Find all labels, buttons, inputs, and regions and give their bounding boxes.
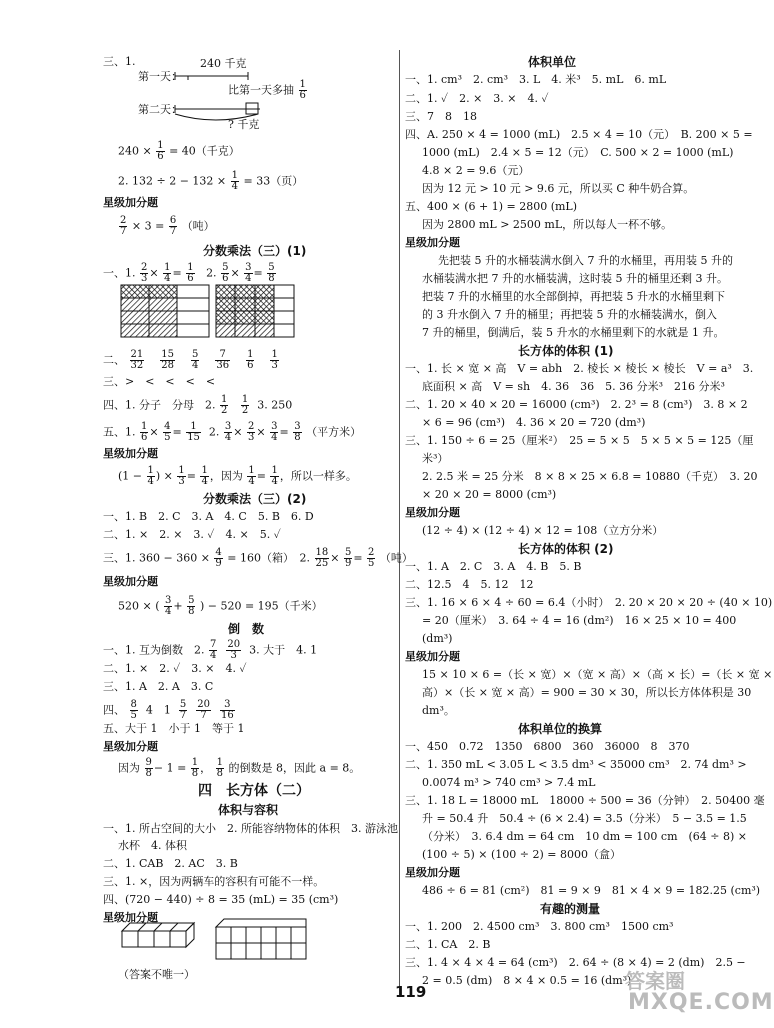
section-title-cuboid-volume-1: 长方体的体积 (1)	[518, 344, 614, 358]
reciprocal-q3: 三、1. A 2. A 3. C	[103, 680, 214, 693]
cuboid-vol1-line-5: 三、1. 150 ÷ 6 = 25（厘米²） 25 = 5 × 5 5 × 5 × 5 = 125（厘	[405, 434, 754, 447]
calc-1: 240 × $\frac{1}{6}$ = 40（千克）	[118, 140, 240, 162]
bonus-8-line-2: 高）×（长 × 宽 × 高）= 900 = 30 × 30，所以长方体体积是 30	[422, 686, 752, 699]
volume-capacity-q4: 四、(720 − 440) ÷ 8 = 35 (mL) = 35 (cm³)	[103, 893, 339, 906]
volume-capacity-q1b: 水杯 4. 体积	[118, 839, 187, 852]
bonus-8-line-1: 15 × 10 × 6 =（长 × 宽）×（宽 × 高）×（高 × 长）=（长 × 宽 ×	[422, 668, 773, 681]
unit-4-title: 四 长方体（二）	[198, 783, 310, 799]
volume-capacity-q1a: 一、1. 所占空间的大小 2. 所能容纳物体的体积 3. 游泳池	[103, 822, 398, 835]
conversion-line-4: 三、1. 18 L = 18000 mL 18000 ÷ 500 = 36（分钟） 2. 50400 毫	[405, 794, 765, 807]
reciprocal-q4: 四、 $\frac{8}{5}$ 4 1 $\frac{5}{7}$ $\frac{20}{7}$ $\frac{3}{16}$	[103, 699, 234, 721]
bonus-heading-5: 星级加分题	[103, 911, 158, 924]
cuboid-vol2-line-1: 一、1. A 2. C 3. A 4. B 5. B	[405, 560, 582, 573]
bonus-heading-7: 星级加分题	[405, 506, 460, 519]
conversion-line-5: 升 = 50.4 升 50.4 ÷ (6 × 2.4) = 3.5（分米） 5 − 3.5 = 1.5	[422, 812, 747, 825]
volume-units-q1: 一、1. cm³ 2. cm³ 3. L 4. 米³ 5. mL 6. mL	[405, 73, 667, 86]
bonus-answer-4: 因为 $\frac{9}{8}$ − 1 = $\frac{1}{8}$ ， $\frac{1}{8}$ 的倒数是 8，因此 a = 8。	[118, 757, 361, 779]
section-title-volume-capacity: 体积与容积	[218, 803, 279, 817]
conversion-line-3: 0.0074 m³ > 740 cm³ > 7.4 mL	[422, 776, 596, 789]
reciprocal-q5: 五、大于 1 小于 1 等于 1	[103, 722, 245, 735]
volume-units-q4c: 4.8 × 2 = 9.6（元）	[422, 164, 530, 177]
bonus-answer-2: (1 − $\frac{1}{4}$ ) × $\frac{1}{3}$ = $\frac{1}{4}$ ，因为 $\frac{1}{4}$ = $\frac{1}{4}$ ，所以一样多。	[118, 465, 357, 487]
cuboid-vol2-line-5: (dm³)	[422, 632, 453, 645]
bonus-heading-1: 星级加分题	[103, 196, 158, 209]
volume-capacity-q2: 二、1. CAB 2. AC 3. B	[103, 857, 238, 870]
volume-capacity-q3: 三、1. ×，因为两辆车的容积有可能不一样。	[103, 875, 325, 888]
bonus-heading-6: 星级加分题	[405, 236, 460, 249]
section-title-unit-conversion: 体积单位的换算	[518, 722, 603, 736]
fraction-mult-q2: 二、 $\frac{21}{32}$ $\frac{15}{28}$ $\frac{5}{4}$ $\frac{7}{36}$ $\frac{1}{6}$ $\frac{1}{3}$	[103, 349, 278, 371]
bonus-6-line-1: 先把装 5 升的水桶装满水倒入 7 升的水桶里，再用装 5 升的	[438, 254, 733, 267]
volume-units-q3: 三、7 8 18	[405, 110, 477, 123]
volume-units-q5b: 因为 2800 mL > 2500 mL，所以每人一杯不够。	[422, 218, 673, 231]
bar-top-label: 240 千克	[200, 57, 247, 70]
calc-2: 2. 132 ÷ 2 − 132 × $\frac{1}{4}$ = 33（页）	[118, 170, 304, 192]
cuboid-vol2-line-4: = 20（厘米） 3. 64 ÷ 4 = 16 (dm²) 16 × 25 × 10 = 400	[422, 614, 737, 627]
frac-1-6: $\frac{1}{6}$	[299, 79, 306, 101]
fraction-mult2-q2: 二、1. × 2. × 3. ✓ 4. × 5. ✓	[103, 528, 281, 541]
fraction-mult-q4: 四、1. 分子 分母 2. $\frac{1}{2}$ $\frac{1}{2}$ 3. 250	[103, 394, 293, 416]
section-title-cuboid-volume-2: 长方体的体积 (2)	[518, 542, 614, 556]
fraction-mult-q5: 五、1. $\frac{1}{6}$ × $\frac{4}{5}$ = $\frac{1}{15}$ 2. $\frac{3}{4}$ × $\frac{2}{3}$ × $\frac{3}{4}$ = $\frac{3}{8}$ （平方米）	[103, 421, 362, 443]
section-title-fraction-mult-3-1: 分数乘法（三）(1)	[203, 244, 307, 258]
hatched-grid-2	[215, 284, 295, 338]
fraction-mult-q1: 一、1. $\frac{2}{3}$ × $\frac{1}{4}$ = $\frac{1}{6}$ 2. $\frac{5}{6}$ × $\frac{3}{4}$ = $\frac{5}{8}$	[103, 262, 275, 284]
more-than-label: 比第一天多抽 $\frac{1}{6}$	[228, 79, 306, 101]
bonus-6-line-2: 水桶装满水把 7 升的水桶装满，这时装 5 升的桶里还剩 3 升。	[422, 272, 728, 285]
watermark-logo-text: 答案圈	[625, 969, 685, 993]
volume-units-q4d: 因为 12 元 > 10 元 > 9.6 元，所以买 C 种牛奶合算。	[422, 182, 695, 195]
section-title-volume-units: 体积单位	[528, 55, 577, 69]
conversion-line-6: （分米） 3. 6.4 dm = 64 cm 10 dm = 100 cm (64 ÷ 8) ×	[422, 830, 748, 843]
bonus-answer-3: 520 × ( $\frac{3}{4}$ + $\frac{5}{8}$ ) − 520 = 195（千米）	[118, 595, 323, 617]
answer-not-unique-note: （答案不唯一）	[118, 968, 195, 981]
section-title-fun-measurement: 有趣的测量	[540, 902, 601, 916]
reciprocal-q2: 二、1. × 2. ✓ 3. × 4. ✓	[103, 662, 247, 675]
volume-units-q4b: 1000 (mL) 2.4 × 5 = 12（元） C. 500 × 2 = 1000 (mL)	[422, 146, 734, 159]
measurement-line-3: 三、1. 4 × 4 × 4 = 64 (cm³) 2. 64 ÷ (8 × 4) = 2 (dm) 2.5 −	[405, 956, 746, 969]
fraction-mult2-q1: 一、1. B 2. C 3. A 4. C 5. B 6. D	[103, 510, 314, 523]
conversion-line-2: 二、1. 350 mL < 3.05 L < 3.5 dm³ < 35000 cm³ 2. 74 dm³ >	[405, 758, 747, 771]
cuboid-vol1-line-4: × 6 = 96 (cm³) 4. 36 × 20 = 720 (dm³)	[422, 416, 646, 429]
bonus-9-line: 486 ÷ 6 = 81 (cm²) 81 = 9 × 9 81 × 4 × 9 = 182.25 (cm³)	[422, 884, 761, 897]
bonus-answer-1: $\frac{2}{7}$ × 3 = $\frac{6}{7}$ （吨）	[120, 215, 215, 237]
cuboid-vol1-line-6: 米³）	[422, 452, 449, 465]
fraction-mult2-q3: 三、1. 360 − 360 × $\frac{4}{9}$ = 160（箱） 2. $\frac{18}{25}$ × $\frac{5}{9}$ = $\frac{2}{5}$ （吨）	[103, 547, 413, 569]
bonus-7-line: (12 ÷ 4) × (12 ÷ 4) × 12 = 108（立方分米）	[422, 524, 664, 537]
cuboid-vol2-line-2: 二、12.5 4 5. 12 12	[405, 578, 534, 591]
hatched-grid-1	[120, 284, 210, 338]
section-title-reciprocal: 倒 数	[228, 622, 265, 636]
bonus-6-line-3: 把装 7 升的水桶里的水全部倒掉，再把装 5 升水的水桶里剩下	[422, 290, 725, 303]
cuboid-vol1-line-3: 二、1. 20 × 40 × 20 = 16000 (cm³) 2. 2³ = 8 (cm³) 3. 8 × 2	[405, 398, 748, 411]
bonus-heading-4: 星级加分题	[103, 740, 158, 753]
cuboid-vol2-line-3: 三、1. 16 × 6 × 4 ÷ 60 = 6.4（小时） 2. 20 × 20 × 20 ÷ (40 × 10)	[405, 596, 773, 609]
day1-label: 第一天：	[138, 70, 182, 83]
question-kg-label: ? 千克	[228, 118, 260, 131]
measurement-line-4: 2 = 0.5 (dm) 8 × 4 × 0.5 = 16 (dm³)	[422, 974, 632, 987]
volume-units-q5a: 五、400 × (6 + 1) = 2800 (mL)	[405, 200, 578, 213]
cuboid-vol1-line-8: × 20 × 20 = 8000 (cm³)	[422, 488, 557, 501]
measurement-line-1: 一、1. 200 2. 4500 cm³ 3. 800 cm³ 1500 cm³	[405, 920, 674, 933]
day2-label: 第二天：	[138, 103, 182, 116]
bonus-6-line-5: 7 升的桶里，倒满后，装 5 升水的水桶里剩下的水就是 1 升。	[422, 326, 725, 339]
cuboid-vol1-line-1: 一、1. 长 × 宽 × 高 V = abh 2. 棱长 × 棱长 × 棱长 V = a³ 3.	[405, 362, 754, 375]
measurement-line-2: 二、1. CA 2. B	[405, 938, 491, 951]
reciprocal-q1: 一、1. 互为倒数 2. $\frac{7}{4}$ $\frac{20}{3}$ 3. 大于 4. 1	[103, 639, 318, 661]
bonus-heading-3: 星级加分题	[103, 575, 158, 588]
volume-units-q4a: 四、A. 250 × 4 = 1000 (mL) 2.5 × 4 = 10（元） B. 200 × 5 =	[405, 128, 753, 141]
fraction-mult-q3: 三、> < < < <	[103, 375, 216, 388]
bonus-heading-8: 星级加分题	[405, 650, 460, 663]
conversion-line-7: (100 ÷ 5) × (100 ÷ 2) = 8000（盒）	[422, 848, 621, 861]
bonus-heading-9: 星级加分题	[405, 866, 460, 879]
volume-units-q2: 二、1. ✓ 2. × 3. × 4. ✓	[405, 92, 549, 105]
page-number: 119	[395, 983, 427, 1001]
bonus-8-line-3: dm³。	[422, 704, 455, 717]
section-title-fraction-mult-3-2: 分数乘法（三）(2)	[203, 492, 307, 506]
bonus-6-line-4: 的 3 升水倒入 7 升的桶里；再把装 5 升的水桶装满水，倒入	[422, 308, 717, 321]
right-column	[400, 0, 773, 1028]
section-3-label: 三、1.	[103, 55, 136, 68]
conversion-line-1: 一、450 0.72 1350 6800 360 36000 8 370	[405, 740, 690, 753]
cuboid-vol1-line-2: 底面积 × 高 V = sh 4. 36 36 5. 36 分米³ 216 分米³	[422, 380, 725, 393]
cuboid-vol1-line-7: 2. 2.5 米 = 25 分米 8 × 8 × 25 × 6.8 = 10880（千克） 3. 20	[422, 470, 758, 483]
cuboid-drawings	[120, 915, 310, 965]
watermark-url: MXQE.COM	[628, 990, 774, 1015]
bonus-heading-2: 星级加分题	[103, 447, 158, 460]
